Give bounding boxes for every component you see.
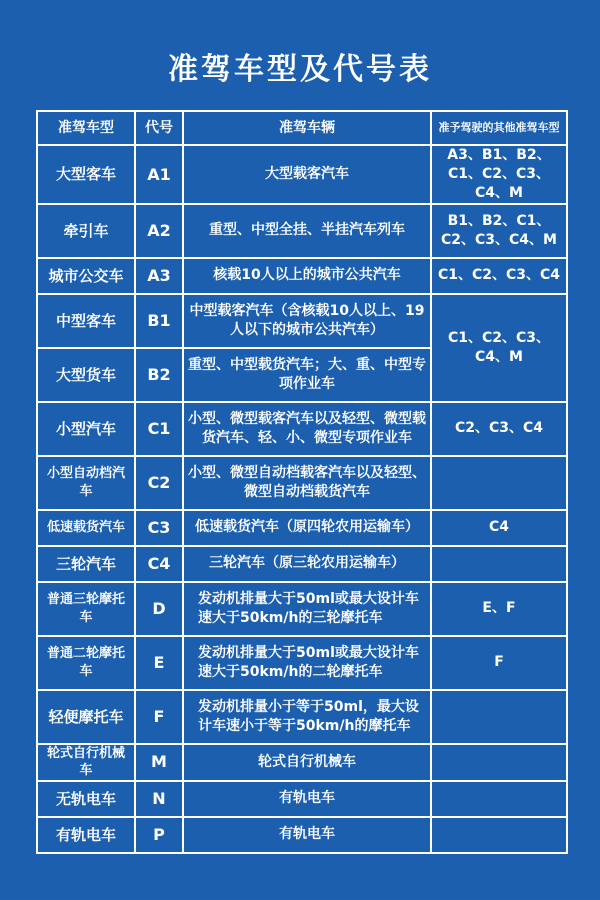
row-type: 牵引车 (37, 204, 135, 258)
row-other: C1、C2、C3、C4 (431, 258, 567, 294)
row-other: B1、B2、C1、C2、C3、C4、M (431, 204, 567, 258)
row-vehicle: 重型、中型载货汽车；大、重、中型专项作业车 (183, 348, 431, 402)
header-type: 准驾车型 (37, 111, 135, 145)
row-other (431, 817, 567, 853)
row-vehicle: 核载10人以上的城市公共汽车 (183, 258, 431, 294)
row-code: C2 (135, 456, 183, 510)
row-other: E、F (431, 582, 567, 636)
table-row (37, 510, 567, 546)
row-type: 轮式自行机械车 (37, 744, 135, 781)
row-type: 城市公交车 (37, 258, 135, 294)
table-row (37, 402, 567, 456)
row-type: 小型自动档汽车 (37, 456, 135, 510)
row-code: E (135, 636, 183, 690)
row-vehicle: 低速载货汽车（原四轮农用运输车） (183, 510, 431, 546)
row-vehicle: 发动机排量小于等于50ml，最大设计车速小于等于50km/h的摩托车 (183, 690, 431, 744)
table-row (37, 582, 567, 636)
table-row (37, 145, 567, 204)
row-code: C1 (135, 402, 183, 456)
row-vehicle: 发动机排量大于50ml或最大设计车速大于50km/h的三轮摩托车 (183, 582, 431, 636)
row-vehicle: 轮式自行机械车 (183, 744, 431, 781)
header-vehicle: 准驾车辆 (183, 111, 431, 145)
row-code: A3 (135, 258, 183, 294)
row-type: 有轨电车 (37, 817, 135, 853)
row-other: C2、C3、C4 (431, 402, 567, 456)
table-row (37, 690, 567, 744)
row-other: A3、B1、B2、C1、C2、C3、C4、M (431, 145, 567, 204)
row-code: C3 (135, 510, 183, 546)
page-title: 准驾车型及代号表 (168, 52, 432, 87)
table-row (37, 546, 567, 582)
row-code: F (135, 690, 183, 744)
row-code: B2 (135, 348, 183, 402)
row-vehicle: 三轮汽车（原三轮农用运输车） (183, 546, 431, 582)
row-other (431, 546, 567, 582)
row-vehicle: 发动机排量大于50ml或最大设计车速大于50km/h的二轮摩托车 (183, 636, 431, 690)
row-type: 普通二轮摩托车 (37, 636, 135, 690)
row-code: A1 (135, 145, 183, 204)
row-other: C4 (431, 510, 567, 546)
row-vehicle: 有轨电车 (183, 781, 431, 817)
row-type: 低速载货汽车 (37, 510, 135, 546)
license-table (36, 110, 568, 854)
row-type: 小型汽车 (37, 402, 135, 456)
table-header-row (37, 111, 567, 145)
row-other (431, 456, 567, 510)
header-code: 代号 (135, 111, 183, 145)
row-type: 大型客车 (37, 145, 135, 204)
row-other: C1、C2、C3、C4、M (431, 294, 567, 402)
row-code: A2 (135, 204, 183, 258)
row-type: 无轨电车 (37, 781, 135, 817)
table-row (37, 636, 567, 690)
row-other (431, 690, 567, 744)
header-other: 准予驾驶的其他准驾车型 (431, 111, 567, 145)
row-type: 三轮汽车 (37, 546, 135, 582)
row-vehicle: 有轨电车 (183, 817, 431, 853)
row-code: P (135, 817, 183, 853)
row-code: D (135, 582, 183, 636)
row-type: 轻便摩托车 (37, 690, 135, 744)
row-code: N (135, 781, 183, 817)
row-code: B1 (135, 294, 183, 348)
table-row (37, 294, 567, 348)
row-other (431, 781, 567, 817)
row-vehicle: 中型载客汽车（含核载10人以上、19人以下的城市公共汽车） (183, 294, 431, 348)
row-vehicle: 小型、微型自动档载客汽车以及轻型、微型自动档载货汽车 (183, 456, 431, 510)
row-vehicle: 大型载客汽车 (183, 145, 431, 204)
row-type: 普通三轮摩托车 (37, 582, 135, 636)
row-other: F (431, 636, 567, 690)
row-type: 中型客车 (37, 294, 135, 348)
table-row (37, 817, 567, 853)
table-row (37, 456, 567, 510)
row-other (431, 744, 567, 781)
table-row (37, 204, 567, 258)
row-type: 大型货车 (37, 348, 135, 402)
table-row (37, 744, 567, 781)
row-code: M (135, 744, 183, 781)
row-vehicle: 小型、微型载客汽车以及轻型、微型载货汽车、轻、小、微型专项作业车 (183, 402, 431, 456)
table-row (37, 258, 567, 294)
table-row (37, 781, 567, 817)
row-code: C4 (135, 546, 183, 582)
row-vehicle: 重型、中型全挂、半挂汽车列车 (183, 204, 431, 258)
